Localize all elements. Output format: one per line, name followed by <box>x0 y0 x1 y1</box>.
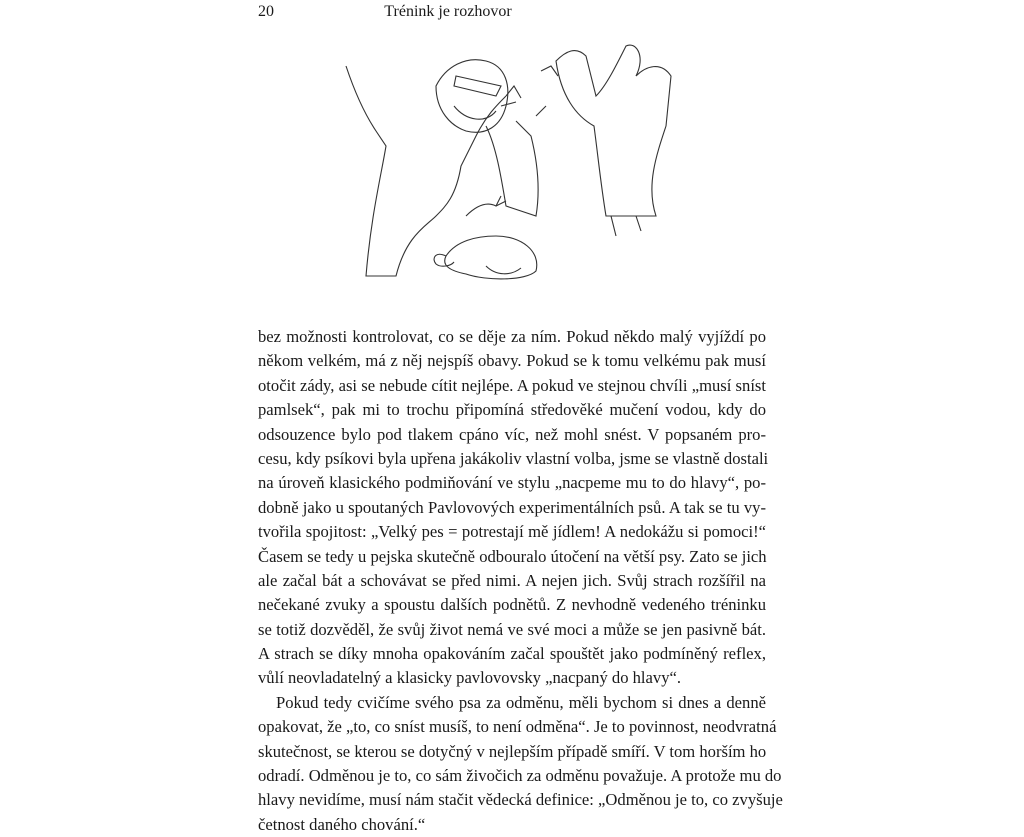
illustration-sketch <box>336 36 682 284</box>
text-line: tvořila spojitost: „Velký pes = potrestají mě jídlem! A nedokážu si pomoci!“ <box>258 522 766 542</box>
text-line: hlavy nevidíme, musí nám stačit vědecká definice: „Odměnou je to, co zvyšuje <box>258 790 783 810</box>
middle-figure-drawing <box>486 66 558 216</box>
text-line: odsouzence bylo pod tlakem cpáno víc, než mohl snést. V popsaném pro- <box>258 424 766 444</box>
text-line: otočit zády, asi se nebude cítit nejlépe. A pokud ve stejnou chvíli „musí sníst <box>258 375 766 395</box>
text-line: A strach se díky mnoha opakováním začal spouštět jako podmíněný reflex, <box>258 644 766 664</box>
paragraph <box>258 691 783 837</box>
text-line: pamlsek“, pak mi to trochu připomíná středověké mučení vodou, kdy do <box>258 400 766 420</box>
text-line: Časem se tedy u pejska skutečně odbouralo útočení na větší psy. Zato se jich <box>258 546 767 566</box>
text-line: dobně jako u spoutaných Pavlovových experimentálních psů. A tak se tu vy- <box>258 497 766 517</box>
paragraph <box>258 325 769 691</box>
text-line: opakovat, že „to, co sníst musíš, to není odměna“. Je to povinnost, neodvratná <box>258 717 777 737</box>
page-number: 20 <box>258 3 274 20</box>
text-line: skutečnost, se kterou se dotyčný v nejlepším případě smíří. V tom horším ho <box>258 741 767 761</box>
text-line: někom velkém, má z něj nejspíš obavy. Pokud se k tomu velkému pak musí <box>258 351 766 371</box>
text-line: ale začal bát a schovávat se před nimi. A nejen jich. Svůj strach rozšířil na <box>258 570 766 590</box>
text-line: cesu, kdy psíkovi byla upřena jakákoliv vlastní volba, jsme se vlastně dostali <box>258 448 769 468</box>
text-line: odradí. Odměnou je to, co sám živočich za odměnu považuje. A protože mu do <box>258 766 782 786</box>
left-figure-drawing <box>346 60 508 276</box>
text-line: nečekané zvuky a spoustu dalších podnětů. Z nevhodně vedeného tréninku <box>258 595 766 615</box>
running-title: Trénink je rozhovor <box>384 3 512 20</box>
text-line: Pokud tedy cvičíme svého psa za odměnu, měli bychom si dnes a denně <box>276 692 766 712</box>
dog-drawing <box>434 236 537 279</box>
body-text <box>258 325 783 837</box>
right-figure-drawing <box>556 45 671 236</box>
text-line: vůlí neovladatelný a klasicky pavlovovsky „nacpaný do hlavy“. <box>258 668 682 688</box>
text-line: se totiž dozvěděl, že svůj život nemá ve své moci a může se jen pasivně bát. <box>258 619 766 639</box>
text-line: na úroveň klasického podmiňování ve stylu „nacpeme mu to do hlavy“, po- <box>258 473 766 493</box>
text-line: bez možnosti kontrolovat, co se děje za ním. Pokud někdo malý vyjíždí po <box>258 327 766 346</box>
text-line: četnost daného chování.“ <box>258 814 426 834</box>
